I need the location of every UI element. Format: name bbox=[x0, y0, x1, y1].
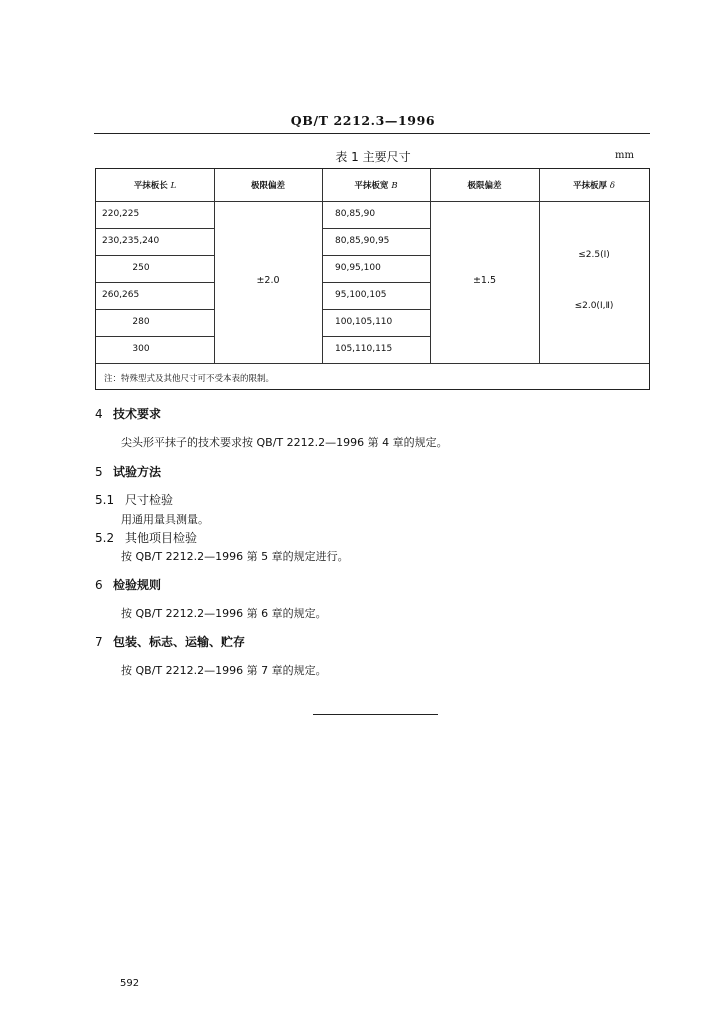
section-title: 其他项目检验 bbox=[125, 531, 198, 545]
section-paragraph: 按 QB/T 2212.2—1996 第 7 章的规定。 bbox=[121, 664, 327, 677]
length-cell: 230,235,240 bbox=[102, 236, 160, 246]
section-number: 7 bbox=[95, 635, 103, 649]
table-row-rule bbox=[96, 336, 214, 337]
width-cell: 100,105,110 bbox=[335, 317, 393, 327]
section-title: 检验规则 bbox=[113, 578, 162, 592]
table-header-rule bbox=[96, 201, 649, 202]
end-rule bbox=[313, 714, 438, 715]
subsection-heading bbox=[95, 529, 197, 546]
table-row-rule bbox=[322, 282, 430, 283]
section-title: 包装、标志、运输、贮存 bbox=[113, 635, 246, 649]
dimensions-table bbox=[95, 168, 650, 390]
section-paragraph: 按 QB/T 2212.2—1996 第 5 章的规定进行。 bbox=[121, 550, 349, 563]
table-unit: mm bbox=[615, 150, 634, 161]
table-note: 注：特殊型式及其他尺寸可不受本表的限制。 bbox=[104, 374, 275, 384]
width-cell: 80,85,90,95 bbox=[335, 236, 390, 246]
table-row-rule bbox=[322, 228, 430, 229]
table-row-rule bbox=[322, 336, 430, 337]
section-heading bbox=[95, 633, 245, 650]
column-header-length bbox=[96, 179, 214, 191]
length-deviation: ±2.0 bbox=[256, 275, 280, 286]
subsection-heading bbox=[95, 491, 173, 508]
section-title: 技术要求 bbox=[113, 407, 162, 421]
section-number: 6 bbox=[95, 578, 103, 592]
column-header-length-deviation bbox=[214, 179, 322, 191]
section-heading bbox=[95, 405, 161, 422]
table-row-rule bbox=[322, 309, 430, 310]
section-heading bbox=[95, 576, 161, 593]
length-cell: 250 bbox=[132, 263, 150, 273]
header-rule bbox=[94, 133, 650, 134]
standard-number-header: QB/T 2212.3—1996 bbox=[290, 113, 436, 128]
table-row-rule bbox=[322, 255, 430, 256]
table-vline bbox=[214, 169, 215, 363]
table-vline bbox=[430, 169, 431, 363]
table-row-rule bbox=[96, 309, 214, 310]
column-header-width-deviation bbox=[430, 179, 539, 191]
section-paragraph: 用通用量具测量。 bbox=[121, 513, 209, 526]
table-note-rule bbox=[96, 363, 649, 364]
section-title: 试验方法 bbox=[113, 465, 162, 479]
column-header-label: 极限偏差 bbox=[467, 181, 502, 191]
width-cell: 105,110,115 bbox=[335, 344, 393, 354]
section-paragraph: 尖头形平抹子的技术要求按 QB/T 2212.2—1996 第 4 章的规定。 bbox=[121, 436, 448, 449]
thickness-value: ≤2.0(Ⅰ,Ⅱ) bbox=[574, 301, 614, 311]
column-header-var: B bbox=[391, 181, 398, 191]
page-number: 592 bbox=[120, 978, 140, 989]
width-cell: 95,100,105 bbox=[335, 290, 387, 300]
section-number: 4 bbox=[95, 407, 103, 421]
section-paragraph: 按 QB/T 2212.2—1996 第 6 章的规定。 bbox=[121, 607, 327, 620]
column-header-width bbox=[322, 179, 430, 191]
table-vline bbox=[539, 169, 540, 363]
width-cell: 90,95,100 bbox=[335, 263, 381, 273]
length-cell: 300 bbox=[132, 344, 150, 354]
table-row-rule bbox=[96, 255, 214, 256]
column-header-label: 平抹板厚 bbox=[572, 181, 610, 191]
table-row-rule bbox=[96, 282, 214, 283]
column-header-label: 平抹板宽 bbox=[354, 181, 392, 191]
column-header-thickness bbox=[539, 179, 649, 191]
section-number: 5 bbox=[95, 465, 103, 479]
section-number: 5.1 bbox=[95, 493, 115, 507]
column-header-var: L bbox=[170, 181, 177, 191]
table-vline bbox=[322, 169, 323, 363]
column-header-label: 平抹板长 bbox=[133, 181, 171, 191]
section-title: 尺寸检验 bbox=[125, 493, 174, 507]
column-header-var: δ bbox=[609, 181, 616, 191]
length-cell: 280 bbox=[132, 317, 150, 327]
length-cell: 260,265 bbox=[102, 290, 140, 300]
table-row-rule bbox=[96, 228, 214, 229]
table-caption: 表 1 主要尺寸 bbox=[335, 150, 411, 164]
section-number: 5.2 bbox=[95, 531, 115, 545]
length-cell: 220,225 bbox=[102, 209, 140, 219]
width-deviation: ±1.5 bbox=[472, 275, 497, 286]
section-heading bbox=[95, 463, 161, 480]
width-cell: 80,85,90 bbox=[335, 209, 376, 219]
column-header-label: 极限偏差 bbox=[250, 181, 285, 191]
thickness-value: ≤2.5(Ⅰ) bbox=[578, 250, 610, 260]
